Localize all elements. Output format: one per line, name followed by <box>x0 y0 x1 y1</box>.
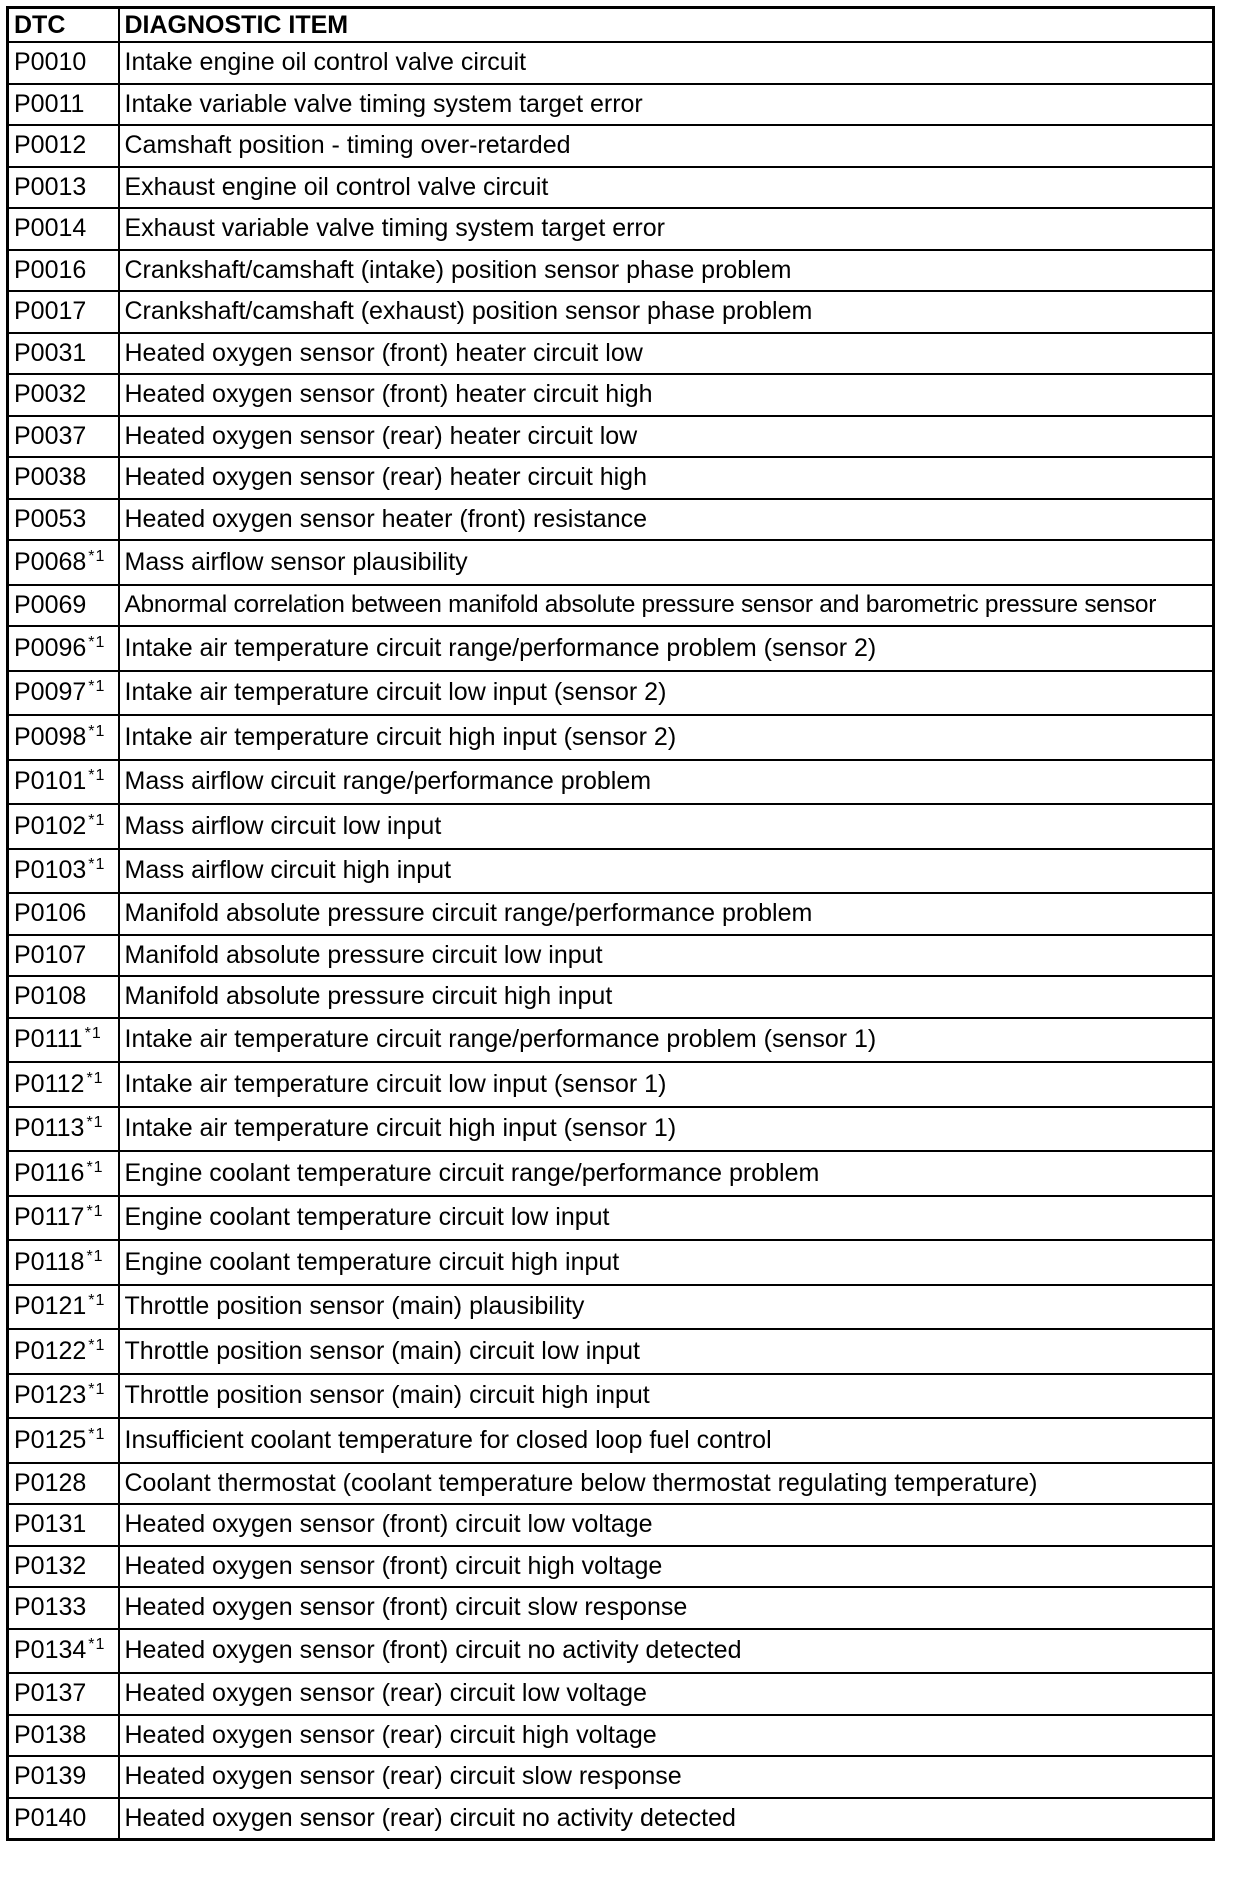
diagnostic-item-cell: Throttle position sensor (main) circuit high input <box>119 1374 1214 1419</box>
diagnostic-item-cell: Insufficient coolant temperature for closed loop fuel control <box>119 1418 1214 1463</box>
footnote-marker: *1 <box>88 811 106 829</box>
table-row <box>8 1329 1214 1374</box>
dtc-code: P0010 <box>14 48 87 77</box>
dtc-code: P0108 <box>14 982 87 1011</box>
table-row <box>8 671 1214 716</box>
dtc-code: P0132 <box>14 1551 87 1580</box>
diagnostic-item-cell: Crankshaft/camshaft (intake) position sensor phase problem <box>119 250 1214 292</box>
diagnostic-item-cell: Mass airflow circuit range/performance problem <box>119 760 1214 805</box>
table-row <box>8 250 1214 292</box>
diagnostic-item-cell: Coolant thermostat (coolant temperature below thermostat regulating temperature) <box>119 1463 1214 1505</box>
dtc-code-cell <box>8 1504 119 1546</box>
diagnostic-item-cell: Heated oxygen sensor heater (front) resistance <box>119 499 1214 541</box>
table-row <box>8 374 1214 416</box>
footnote-marker: *1 <box>88 767 106 785</box>
dtc-code-cell <box>8 976 119 1018</box>
dtc-code-cell <box>8 1715 119 1757</box>
dtc-code: P0098 <box>14 722 87 751</box>
dtc-code: P0102 <box>14 811 87 840</box>
table-header-row <box>8 8 1214 43</box>
dtc-code: P0096 <box>14 633 87 662</box>
footnote-marker: *1 <box>88 633 106 651</box>
diagnostic-item-cell: Intake air temperature circuit range/performance problem (sensor 2) <box>119 626 1214 671</box>
table-row <box>8 1374 1214 1419</box>
diagnostic-item-cell: Camshaft position - timing over-retarded <box>119 125 1214 167</box>
diagnostic-item-cell: Engine coolant temperature circuit high input <box>119 1240 1214 1285</box>
dtc-code-cell <box>8 1463 119 1505</box>
diagnostic-item-cell: Intake air temperature circuit low input (sensor 1) <box>119 1062 1214 1107</box>
dtc-code-cell <box>8 208 119 250</box>
dtc-code-cell <box>8 1151 119 1196</box>
table-row <box>8 1062 1214 1107</box>
dtc-code-cell <box>8 804 119 849</box>
table-row <box>8 125 1214 167</box>
dtc-code: P0013 <box>14 172 87 201</box>
dtc-code-cell <box>8 457 119 499</box>
diagnostic-item-cell: Heated oxygen sensor (rear) circuit high voltage <box>119 1715 1214 1757</box>
table-row <box>8 84 1214 126</box>
diagnostic-item-cell: Heated oxygen sensor (rear) circuit slow response <box>119 1756 1214 1798</box>
table-row <box>8 1504 1214 1546</box>
diagnostic-item-cell: Engine coolant temperature circuit low input <box>119 1196 1214 1241</box>
table-row <box>8 1629 1214 1674</box>
dtc-code-cell <box>8 1546 119 1588</box>
table-row <box>8 1196 1214 1241</box>
dtc-code-cell <box>8 84 119 126</box>
diagnostic-item-cell: Manifold absolute pressure circuit high input <box>119 976 1214 1018</box>
footnote-marker: *1 <box>88 678 106 696</box>
dtc-code: P0016 <box>14 255 87 284</box>
dtc-code: P0038 <box>14 463 87 492</box>
footnote-marker: *1 <box>88 547 106 565</box>
dtc-code-cell <box>8 125 119 167</box>
table-row <box>8 1151 1214 1196</box>
diagnostic-item-cell: Heated oxygen sensor (rear) circuit low voltage <box>119 1673 1214 1715</box>
dtc-code-cell <box>8 1418 119 1463</box>
diagnostic-item-cell: Intake variable valve timing system target error <box>119 84 1214 126</box>
table-row <box>8 1546 1214 1588</box>
dtc-code: P0014 <box>14 214 87 243</box>
table-row <box>8 804 1214 849</box>
footnote-marker: *1 <box>88 722 106 740</box>
diagnostic-item-cell: Intake air temperature circuit range/performance problem (sensor 1) <box>119 1018 1214 1063</box>
diagnostic-item-cell: Heated oxygen sensor (front) heater circuit low <box>119 333 1214 375</box>
dtc-table <box>6 6 1215 1841</box>
footnote-marker: *1 <box>88 1425 106 1443</box>
dtc-code-cell <box>8 1240 119 1285</box>
dtc-code-cell <box>8 1329 119 1374</box>
diagnostic-item-cell: Heated oxygen sensor (front) circuit low voltage <box>119 1504 1214 1546</box>
dtc-code-cell <box>8 893 119 935</box>
table-row <box>8 291 1214 333</box>
header-dtc: DTC <box>8 8 119 43</box>
footnote-marker: *1 <box>88 1336 106 1354</box>
dtc-code: P0140 <box>14 1803 87 1832</box>
table-row <box>8 1673 1214 1715</box>
dtc-code-cell <box>8 585 119 627</box>
dtc-code: P0121 <box>14 1292 87 1321</box>
dtc-code: P0037 <box>14 421 87 450</box>
dtc-code: P0103 <box>14 856 87 885</box>
diagnostic-item-cell: Heated oxygen sensor (front) circuit high voltage <box>119 1546 1214 1588</box>
table-row <box>8 1418 1214 1463</box>
dtc-code: P0123 <box>14 1381 87 1410</box>
dtc-code: P0097 <box>14 678 87 707</box>
diagnostic-item-cell: Mass airflow circuit low input <box>119 804 1214 849</box>
diagnostic-item-cell: Manifold absolute pressure circuit range/performance problem <box>119 893 1214 935</box>
diagnostic-item-cell: Exhaust engine oil control valve circuit <box>119 167 1214 209</box>
diagnostic-item-cell: Intake air temperature circuit low input (sensor 2) <box>119 671 1214 716</box>
table-row <box>8 499 1214 541</box>
dtc-code-cell <box>8 671 119 716</box>
dtc-code-cell <box>8 499 119 541</box>
table-row <box>8 1798 1214 1840</box>
dtc-code: P0031 <box>14 338 87 367</box>
table-row <box>8 1107 1214 1152</box>
dtc-code: P0138 <box>14 1720 87 1749</box>
table-row <box>8 540 1214 585</box>
dtc-code-cell <box>8 250 119 292</box>
dtc-code-cell <box>8 849 119 894</box>
dtc-code: P0133 <box>14 1593 87 1622</box>
diagnostic-item-cell: Manifold absolute pressure circuit low input <box>119 935 1214 977</box>
table-row <box>8 893 1214 935</box>
dtc-code-cell <box>8 416 119 458</box>
dtc-code-cell <box>8 1629 119 1674</box>
dtc-code: P0122 <box>14 1336 87 1365</box>
dtc-code: P0069 <box>14 590 87 619</box>
dtc-code: P0032 <box>14 380 87 409</box>
table-row <box>8 1240 1214 1285</box>
dtc-code: P0107 <box>14 940 87 969</box>
dtc-code: P0116 <box>14 1158 85 1187</box>
table-row <box>8 457 1214 499</box>
table-row <box>8 167 1214 209</box>
dtc-code-cell <box>8 626 119 671</box>
footnote-marker: *1 <box>86 1158 104 1176</box>
table-row <box>8 715 1214 760</box>
table-row <box>8 1587 1214 1629</box>
table-row <box>8 333 1214 375</box>
dtc-code: P0131 <box>14 1510 87 1539</box>
diagnostic-item-cell: Throttle position sensor (main) plausibility <box>119 1285 1214 1330</box>
footnote-marker: *1 <box>86 1203 104 1221</box>
dtc-code: P0134 <box>14 1636 87 1665</box>
dtc-code-cell <box>8 291 119 333</box>
dtc-code-cell <box>8 1285 119 1330</box>
dtc-code-cell <box>8 42 119 84</box>
dtc-code-cell <box>8 935 119 977</box>
diagnostic-item-cell: Intake engine oil control valve circuit <box>119 42 1214 84</box>
dtc-code: P0137 <box>14 1679 87 1708</box>
diagnostic-item-cell: Throttle position sensor (main) circuit low input <box>119 1329 1214 1374</box>
footnote-marker: *1 <box>88 1636 106 1654</box>
diagnostic-item-cell: Heated oxygen sensor (rear) heater circuit low <box>119 416 1214 458</box>
dtc-code: P0012 <box>14 131 87 160</box>
table-row <box>8 976 1214 1018</box>
dtc-code-cell <box>8 715 119 760</box>
table-row <box>8 1018 1214 1063</box>
diagnostic-item-cell: Crankshaft/camshaft (exhaust) position sensor phase problem <box>119 291 1214 333</box>
dtc-code-cell <box>8 1107 119 1152</box>
footnote-marker: *1 <box>86 1114 104 1132</box>
dtc-code: P0112 <box>14 1069 85 1098</box>
diagnostic-item-cell: Intake air temperature circuit high input (sensor 1) <box>119 1107 1214 1152</box>
table-row <box>8 1756 1214 1798</box>
dtc-code-cell <box>8 1196 119 1241</box>
dtc-code: P0011 <box>14 89 85 118</box>
dtc-code: P0017 <box>14 297 87 326</box>
diagnostic-item-cell: Heated oxygen sensor (front) circuit no activity detected <box>119 1629 1214 1674</box>
dtc-code: P0106 <box>14 899 87 928</box>
dtc-code-cell <box>8 1374 119 1419</box>
footnote-marker: *1 <box>86 1247 104 1265</box>
diagnostic-item-cell: Heated oxygen sensor (rear) heater circuit high <box>119 457 1214 499</box>
dtc-code-cell <box>8 333 119 375</box>
diagnostic-item-cell: Heated oxygen sensor (rear) circuit no activity detected <box>119 1798 1214 1840</box>
footnote-marker: *1 <box>86 1069 104 1087</box>
dtc-code-cell <box>8 374 119 416</box>
table-row <box>8 1285 1214 1330</box>
dtc-code: P0053 <box>14 504 87 533</box>
dtc-code-cell <box>8 167 119 209</box>
table-row <box>8 42 1214 84</box>
table-row <box>8 626 1214 671</box>
table-row <box>8 208 1214 250</box>
table-row <box>8 935 1214 977</box>
diagnostic-item-cell: Heated oxygen sensor (front) circuit slow response <box>119 1587 1214 1629</box>
table-body <box>8 42 1214 1840</box>
diagnostic-item-cell: Engine coolant temperature circuit range/performance problem <box>119 1151 1214 1196</box>
dtc-code: P0111 <box>14 1025 83 1054</box>
dtc-code: P0125 <box>14 1425 87 1454</box>
dtc-code: P0118 <box>14 1247 85 1276</box>
dtc-code-cell <box>8 1587 119 1629</box>
table-row <box>8 585 1214 627</box>
dtc-code: P0068 <box>14 547 87 576</box>
table-row <box>8 416 1214 458</box>
dtc-code-cell <box>8 540 119 585</box>
dtc-code: P0139 <box>14 1762 87 1791</box>
dtc-code-cell <box>8 1798 119 1840</box>
dtc-code: P0113 <box>14 1114 85 1143</box>
diagnostic-item-cell: Mass airflow sensor plausibility <box>119 540 1214 585</box>
dtc-code-cell <box>8 1673 119 1715</box>
diagnostic-item-cell: Intake air temperature circuit high input (sensor 2) <box>119 715 1214 760</box>
diagnostic-item-cell: Heated oxygen sensor (front) heater circuit high <box>119 374 1214 416</box>
dtc-code: P0117 <box>14 1203 85 1232</box>
table-row <box>8 760 1214 805</box>
footnote-marker: *1 <box>88 1381 106 1399</box>
diagnostic-item-cell: Mass airflow circuit high input <box>119 849 1214 894</box>
footnote-marker: *1 <box>88 1292 106 1310</box>
dtc-code-cell <box>8 760 119 805</box>
dtc-code-cell <box>8 1756 119 1798</box>
footnote-marker: *1 <box>84 1025 102 1043</box>
dtc-code-cell <box>8 1062 119 1107</box>
dtc-code: P0101 <box>14 767 87 796</box>
table-row <box>8 849 1214 894</box>
dtc-code-cell <box>8 1018 119 1063</box>
header-diagnostic-item: DIAGNOSTIC ITEM <box>119 8 1214 43</box>
table-row <box>8 1715 1214 1757</box>
dtc-code: P0128 <box>14 1468 87 1497</box>
table-row <box>8 1463 1214 1505</box>
diagnostic-item-cell: Abnormal correlation between manifold absolute pressure sensor and barometric pressure sensor <box>119 585 1214 627</box>
footnote-marker: *1 <box>88 856 106 874</box>
diagnostic-item-cell: Exhaust variable valve timing system target error <box>119 208 1214 250</box>
